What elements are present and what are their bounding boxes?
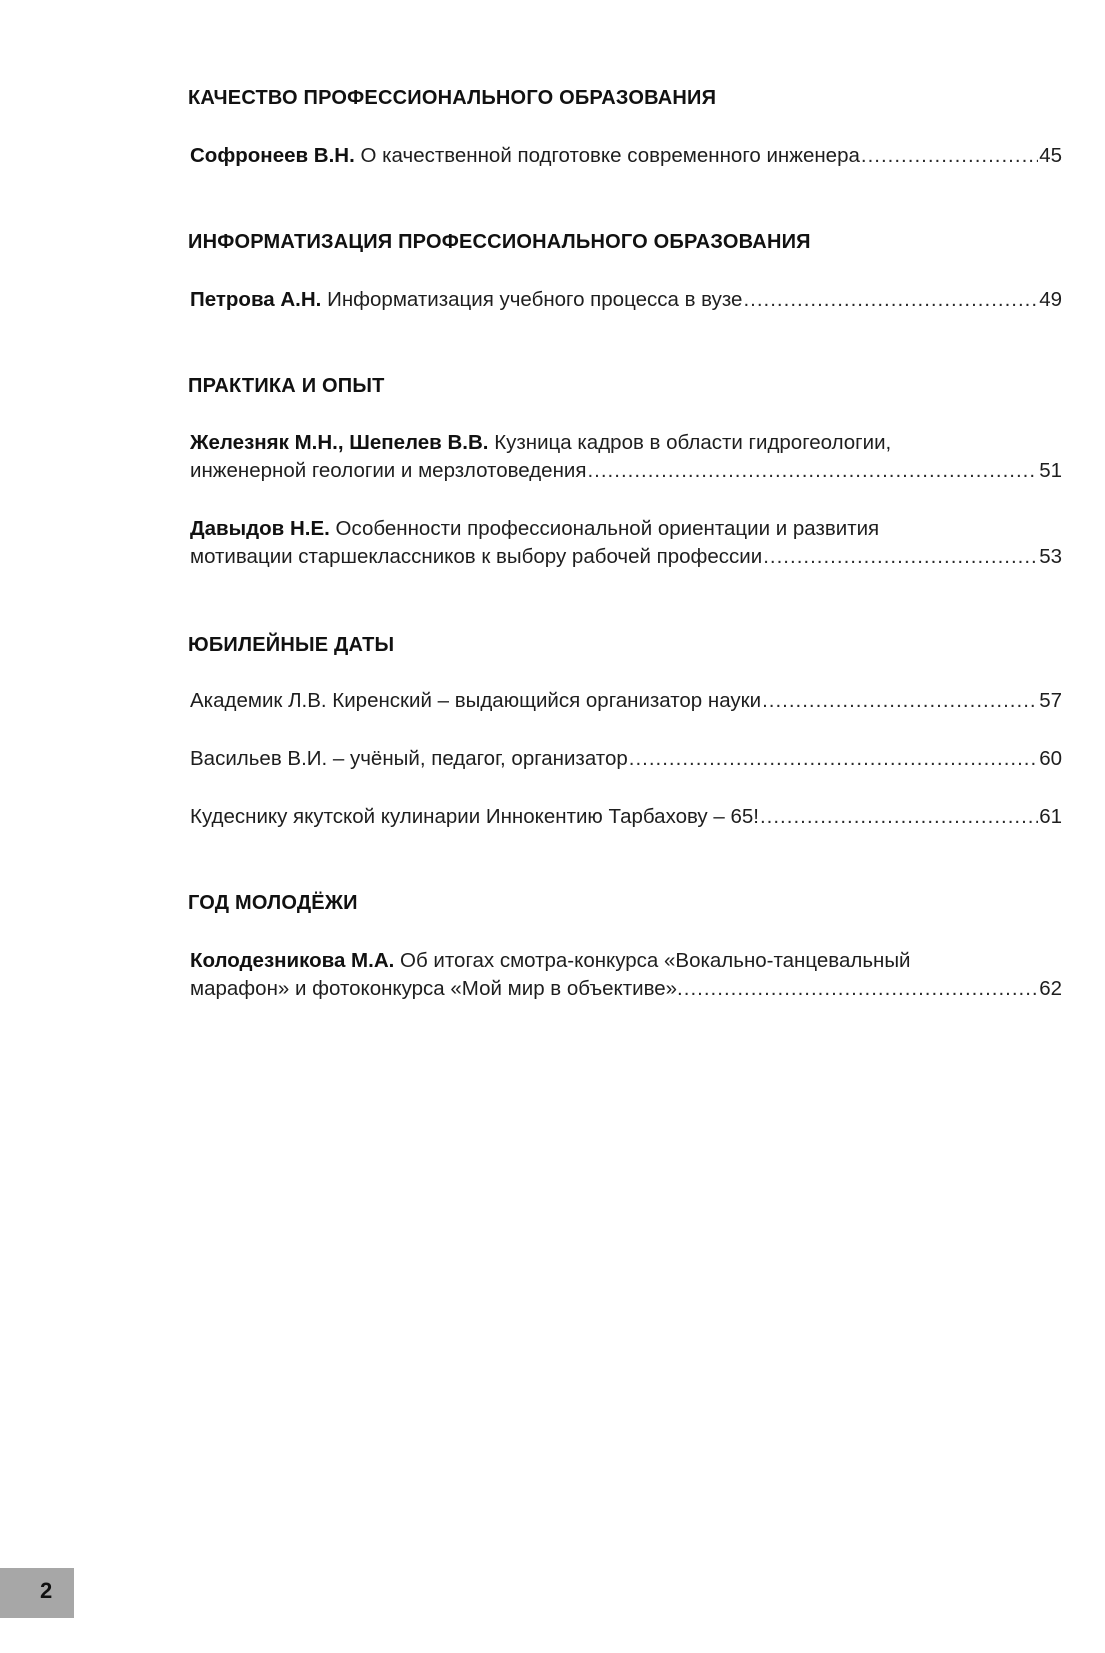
toc-entry-petrova[interactable]: [190, 286, 1062, 314]
entry-page-number: 53: [1039, 545, 1062, 568]
toc-entry-kolodeznikova[interactable]: [190, 947, 1062, 1003]
section-title-practice: ПРАКТИКА И ОПЫТ: [188, 375, 385, 397]
entry-page-number: 49: [1039, 288, 1062, 311]
page-number-tab: [0, 1568, 74, 1618]
entry-title-line1: Кузница кадров в области гидрогеологии,: [494, 431, 892, 454]
dot-leader: [629, 745, 1038, 773]
entry-title: Информатизация учебного процесса в вузе: [327, 288, 743, 311]
section-title-informatization: ИНФОРМАТИЗАЦИЯ ПРОФЕССИОНАЛЬНОГО ОБРАЗОВАНИЯ: [188, 231, 811, 253]
dot-leader: [587, 457, 1038, 485]
entry-author: Железняк М.Н., Шепелев В.В.: [190, 431, 489, 454]
entry-author: Колодезникова М.А.: [190, 949, 395, 972]
section-title-anniversaries: ЮБИЛЕЙНЫЕ ДАТЫ: [188, 634, 395, 656]
entry-title: Васильев В.И. – учёный, педагог, организатор: [190, 747, 628, 770]
toc-entry-vasiliev[interactable]: [190, 745, 1062, 773]
toc-entry-davydov[interactable]: [190, 515, 1062, 571]
dot-leader: [743, 286, 1038, 314]
entry-page-number: 61: [1039, 805, 1062, 828]
entry-title-line2: мотивации старшеклассников к выбору рабочей профессии: [190, 545, 763, 568]
entry-author: Петрова А.Н.: [190, 288, 322, 311]
entry-page-number: 45: [1039, 144, 1062, 167]
entry-title: Кудеснику якутской кулинарии Иннокентию Тарбахову – 65!: [190, 805, 759, 828]
entry-author: Давыдов Н.Е.: [190, 517, 330, 540]
section-title-youth-year: ГОД МОЛОДЁЖИ: [188, 892, 358, 914]
dot-leader: [861, 142, 1038, 170]
dot-leader: [763, 543, 1038, 571]
toc-entry-sofroneev[interactable]: [190, 142, 1062, 170]
toc-entry-zheleznyak[interactable]: [190, 429, 1062, 485]
dot-leader: [684, 975, 1038, 1003]
entry-title: О качественной подготовке современного инженера: [360, 144, 860, 167]
entry-page-number: 57: [1039, 689, 1062, 712]
entry-title-line2: инженерной геологии и мерзлотоведения: [190, 459, 587, 482]
section-title-quality: КАЧЕСТВО ПРОФЕССИОНАЛЬНОГО ОБРАЗОВАНИЯ: [188, 87, 717, 109]
entry-page-number: 51: [1039, 459, 1062, 482]
toc-entry-kirensky[interactable]: [190, 687, 1062, 715]
toc-entry-tarbakhov[interactable]: [190, 803, 1062, 831]
dot-leader: [762, 687, 1038, 715]
dot-leader: [760, 803, 1038, 831]
page-number: 2: [40, 1578, 53, 1603]
entry-author: Софронеев В.Н.: [190, 144, 355, 167]
entry-page-number: 62: [1039, 977, 1062, 1000]
entry-title: Академик Л.В. Киренский – выдающийся организатор науки: [190, 689, 762, 712]
entry-title-line1: Об итогах смотра-конкурса «Вокально-танцевальный: [400, 949, 911, 972]
entry-page-number: 60: [1039, 747, 1062, 770]
entry-title-line1: Особенности профессиональной ориентации и развития: [335, 517, 880, 540]
entry-title-line2: марафон» и фотоконкурса «Мой мир в объективе».: [190, 977, 683, 1000]
